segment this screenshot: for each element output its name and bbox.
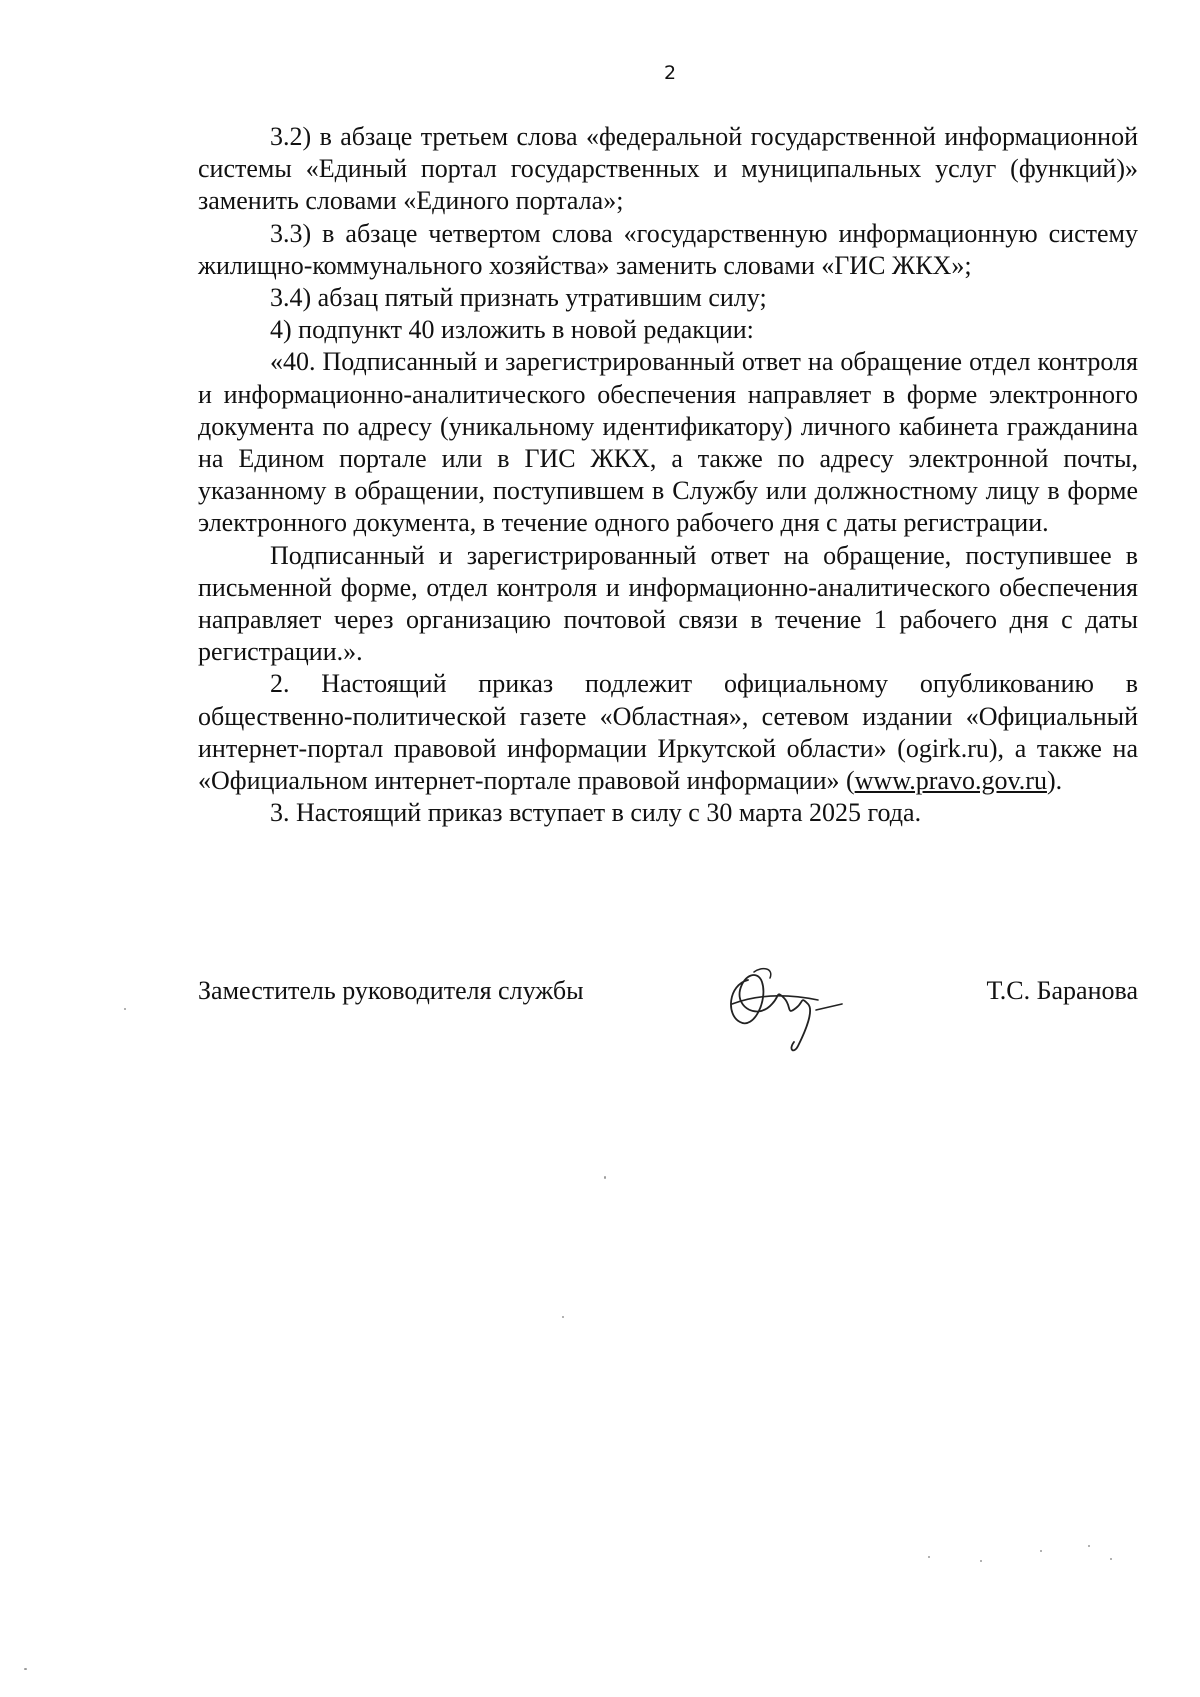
publication-text-end: ). <box>1046 766 1063 796</box>
publication-text: 2. Настоящий приказ подлежит официальному опубликованию в общественно-политической газете «Областная», сетевом издании «Официальный интернет-портал правовой информации Иркутской области» (ogirk.ru), а также на «Официальном интернет-портале правовой информации» ( <box>198 669 1138 796</box>
scan-speck <box>1110 1558 1112 1560</box>
scan-speck <box>604 1176 606 1179</box>
document-body <box>198 121 1138 829</box>
handwritten-signature <box>718 960 858 1060</box>
page-number: 2 <box>663 62 677 84</box>
pravo-gov-link[interactable]: www.pravo.gov.ru <box>854 766 1047 796</box>
scan-speck <box>124 1008 126 1010</box>
scan-speck <box>1040 1550 1042 1552</box>
paragraph-4: 4) подпункт 40 изложить в новой редакции: <box>270 315 754 345</box>
scan-speck <box>1088 1545 1090 1547</box>
paragraph-effective-date: 3. Настоящий приказ вступает в силу с 30 марта 2025 года. <box>270 798 922 828</box>
scan-speck <box>24 1668 27 1670</box>
signer-name: Т.С. Баранова <box>986 976 1138 1005</box>
signature-block <box>198 970 1138 1080</box>
scan-speck <box>562 1316 564 1318</box>
scan-speck <box>928 1556 930 1558</box>
paragraph-40-electronic: «40. Подписанный и зарегистрированный ответ на обращение отдел контроля и информационно-аналитического обеспечения направляет в форме электронного документа по адресу (уникальному идентификатору) личного кабинета гражданина на Едином портале или в ГИС ЖКХ, а также по адресу электронной почты, указанному в обращении, поступившем в Службу или должностному лицу в форме электронного документа, в течение одного рабочего дня с даты регистрации. <box>198 347 1138 538</box>
paragraph-40-written: Подписанный и зарегистрированный ответ на обращение, поступившее в письменной форме, отдел контроля и информационно-аналитического обеспечения направляет через организацию почтовой связи в течение 1 рабочего дня с даты регистрации.». <box>198 540 1138 667</box>
signer-title: Заместитель руководителя службы <box>198 976 584 1005</box>
paragraph-3-3: 3.3) в абзаце четвертом слова «государственную информационную систему жилищно-коммунального хозяйства» заменить словами «ГИС ЖКХ»; <box>198 218 1138 280</box>
paragraph-publication <box>198 668 1138 797</box>
scan-speck <box>980 1560 982 1562</box>
paragraph-3-2: 3.2) в абзаце третьем слова «федеральной государственной информационной системы «Единый портал государственных и муниципальных услуг (функций)» заменить словами «Единого портала»; <box>198 122 1138 216</box>
paragraph-3-4: 3.4) абзац пятый признать утратившим силу; <box>270 283 767 313</box>
